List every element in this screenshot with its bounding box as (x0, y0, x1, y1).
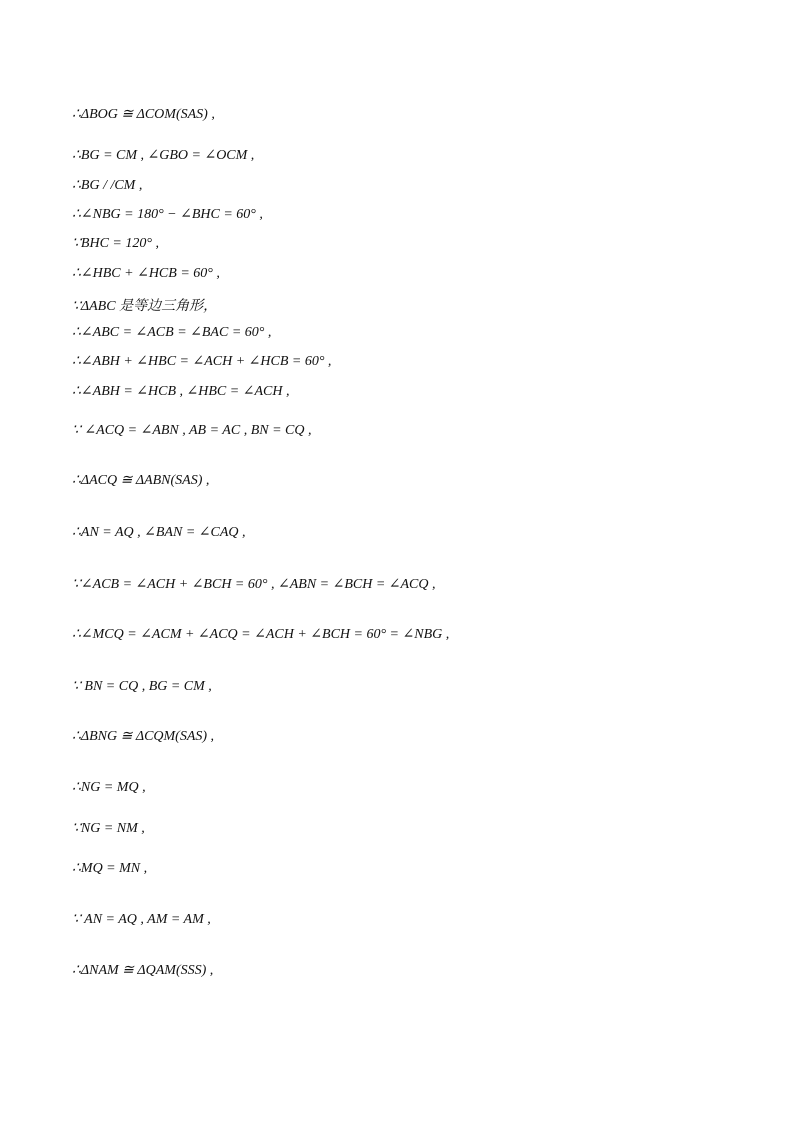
proof-line: ∴∠ABH = ∠HCB , ∠HBC = ∠ACH , (72, 384, 290, 399)
proof-line: ∴MQ = MN , (72, 861, 148, 876)
proof-line: ∴BG = CM , ∠GBO = ∠OCM , (72, 148, 255, 163)
proof-line: ∴∠HBC + ∠HCB = 60° , (72, 266, 220, 281)
proof-line: ∴NG = MQ , (72, 780, 146, 795)
proof-line: ∵ ∠ACQ = ∠ABN , AB = AC , BN = CQ , (72, 423, 312, 438)
proof-line: ∴AN = AQ , ∠BAN = ∠CAQ , (72, 525, 246, 540)
proof-line: ∴ΔNAM ≅ ΔQAM(SSS) , (72, 963, 214, 978)
proof-line: ∴∠NBG = 180° − ∠BHC = 60° , (72, 207, 263, 222)
proof-line: ∴ΔBOG ≅ ΔCOM(SAS) , (72, 107, 215, 122)
proof-line: ∴ΔBNG ≅ ΔCQM(SAS) , (72, 729, 215, 744)
proof-line: ∴ΔACQ ≅ ΔABN(SAS) , (72, 473, 210, 488)
proof-line: ∴BG / /CM , (72, 178, 143, 193)
proof-line: ∵∠ACB = ∠ACH + ∠BCH = 60° , ∠ABN = ∠BCH = ∠ACQ , (72, 577, 436, 592)
proof-line: ∴∠ABH + ∠HBC = ∠ACH + ∠HCB = 60° , (72, 354, 332, 369)
proof-line: ∴∠MCQ = ∠ACM + ∠ACQ = ∠ACH + ∠BCH = 60° = ∠NBG , (72, 627, 450, 642)
proof-line: ∵NG = NM , (72, 821, 145, 836)
proof-line: ∴∠ABC = ∠ACB = ∠BAC = 60° , (72, 325, 272, 340)
proof-line: ∵BHC = 120° , (72, 236, 159, 251)
proof-line: ∵ BN = CQ , BG = CM , (72, 679, 212, 694)
proof-line: ∵ΔABC 是等边三角形， (72, 299, 218, 314)
proof-line: ∵ AN = AQ , AM = AM , (72, 912, 211, 927)
